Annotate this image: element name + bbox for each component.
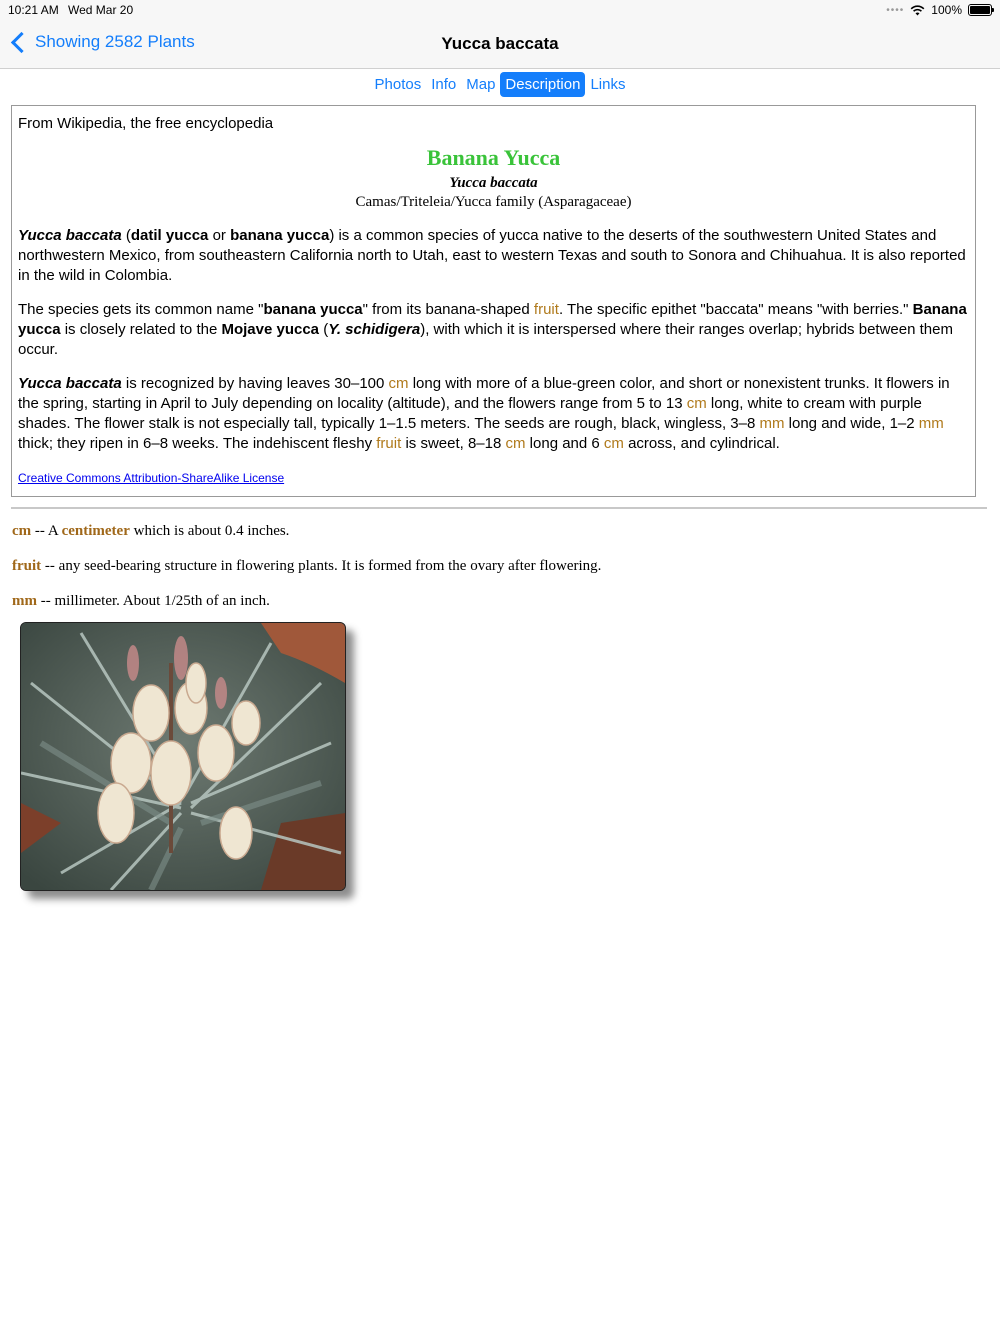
para-text: ), with which it is interspersed where their ranges overlap; hybrids between them occur. bbox=[18, 321, 953, 358]
para-text: ( bbox=[319, 321, 329, 338]
para-text: ( bbox=[121, 227, 131, 244]
para-text: The species gets its common name " bbox=[18, 301, 264, 318]
para-text: long and wide, 1–2 bbox=[784, 415, 919, 432]
glossary-link-cm[interactable]: cm bbox=[505, 435, 526, 452]
para-text: ) is a common species of yucca native to the deserts of the southwestern United States and northwestern Mexico, from southeastern California north to Utah, east to western Texas and south to Sonora and Chihuahua. It is also reported in the wild in Colombia. bbox=[18, 227, 966, 284]
glossary-item-fruit bbox=[12, 558, 601, 593]
para-text: Mojave yucca bbox=[221, 321, 320, 338]
tab-links[interactable]: Links bbox=[590, 75, 626, 93]
description-paragraph-1 bbox=[18, 226, 969, 286]
glossary-link-fruit[interactable]: fruit bbox=[533, 301, 559, 318]
tab-map[interactable]: Map bbox=[466, 75, 496, 93]
glossary-text: which is about 0.4 inches. bbox=[129, 523, 290, 539]
glossary-link-mm[interactable]: mm bbox=[759, 415, 785, 432]
para-text: . The specific epithet "baccata" means "with berries." bbox=[558, 301, 913, 318]
para-text: is sweet, 8–18 bbox=[401, 435, 506, 452]
para-text: banana yucca bbox=[263, 301, 363, 318]
glossary-link-cm[interactable]: cm bbox=[388, 375, 409, 392]
divider bbox=[11, 507, 987, 509]
para-text: Banana yucca bbox=[18, 301, 967, 338]
back-button-label: Showing 2582 Plants bbox=[35, 32, 195, 51]
yucca-flower-image bbox=[21, 623, 345, 890]
navigation-bar bbox=[0, 22, 1000, 69]
glossary-text: -- A bbox=[31, 523, 62, 539]
glossary-item-cm bbox=[12, 523, 601, 558]
segment-tabs bbox=[0, 70, 1000, 98]
status-date: Wed Mar 20 bbox=[68, 3, 134, 17]
glossary-word: centimeter bbox=[61, 523, 130, 539]
wiki-source-text: From Wikipedia, the free encyclopedia bbox=[18, 115, 274, 132]
glossary-text: -- any seed-bearing structure in flowering plants. It is formed from the ovary after flowering. bbox=[41, 558, 602, 574]
scientific-name: Yucca baccata bbox=[449, 175, 538, 191]
para-text: Yucca baccata bbox=[18, 227, 122, 244]
glossary-term: fruit bbox=[12, 558, 42, 574]
license-link[interactable]: Creative Commons Attribution-ShareAlike License bbox=[18, 471, 285, 485]
para-text: " from its banana-shaped bbox=[362, 301, 534, 318]
para-text: Yucca baccata bbox=[18, 375, 122, 392]
glossary-link-cm[interactable]: cm bbox=[603, 435, 624, 452]
para-text: long and 6 bbox=[525, 435, 604, 452]
glossary-term: mm bbox=[12, 593, 37, 609]
para-text: or bbox=[208, 227, 231, 244]
para-text: across, and cylindrical. bbox=[623, 435, 780, 452]
tab-photos[interactable]: Photos bbox=[374, 75, 422, 93]
description-paragraph-3 bbox=[18, 374, 969, 454]
family-name: Camas/Triteleia/Yucca family (Asparagaceae) bbox=[355, 194, 632, 210]
status-right bbox=[886, 3, 992, 17]
tab-description[interactable]: Description bbox=[500, 72, 585, 97]
glossary-term: cm bbox=[12, 523, 32, 539]
glossary-link-cm[interactable]: cm bbox=[686, 395, 707, 412]
para-text: datil yucca bbox=[130, 227, 209, 244]
para-text: is recognized by having leaves 30–100 bbox=[121, 375, 389, 392]
common-name-heading: Banana Yucca bbox=[426, 145, 561, 170]
status-time: 10:21 AM bbox=[8, 3, 59, 17]
para-text: banana yucca bbox=[230, 227, 330, 244]
status-bar bbox=[0, 0, 1000, 22]
wifi-icon bbox=[910, 5, 925, 16]
description-paragraph-2 bbox=[18, 300, 969, 360]
glossary-link-mm[interactable]: mm bbox=[918, 415, 944, 432]
para-text: long, white to cream with purple shades. The flower stalk is not especially tall, typically 1–1.5 meters. The seeds are rough, black, wingless, 3–8 bbox=[18, 395, 922, 432]
description-box bbox=[11, 105, 976, 497]
battery-icon bbox=[968, 4, 992, 16]
tab-info[interactable]: Info bbox=[431, 75, 457, 93]
para-text: long with more of a blue-green color, and short or nonexistent trunks. It flowers in the spring, starting in April to July depending on locality (altitude), and the flowers range from 5 to 13 bbox=[18, 375, 950, 412]
page-title: Yucca baccata bbox=[441, 34, 559, 53]
para-text: Y. schidigera bbox=[328, 321, 421, 338]
plant-photo[interactable] bbox=[20, 622, 346, 891]
glossary-text: -- millimeter. About 1/25th of an inch. bbox=[37, 593, 270, 609]
battery-percent: 100% bbox=[931, 3, 962, 17]
para-text: thick; they ripen in 6–8 weeks. The indehiscent fleshy bbox=[18, 435, 377, 452]
glossary-link-fruit[interactable]: fruit bbox=[376, 435, 402, 452]
signal-icon: •••• bbox=[886, 4, 905, 16]
glossary-list bbox=[12, 523, 601, 628]
para-text: is closely related to the bbox=[60, 321, 222, 338]
